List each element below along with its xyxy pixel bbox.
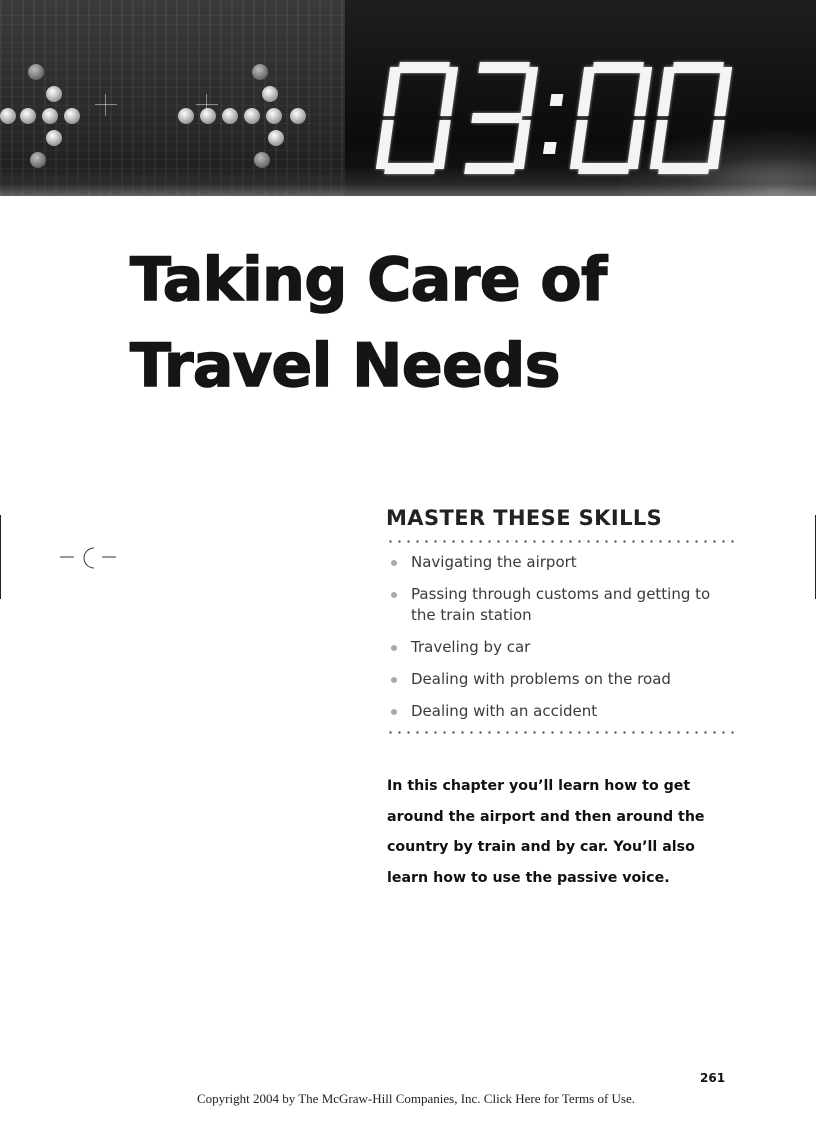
skills-bottom-divider	[386, 731, 736, 734]
clock-segment	[714, 67, 732, 116]
skills-item-text: Navigating the airport	[411, 553, 577, 571]
clock-segment	[520, 67, 538, 116]
chapter-title-line: Travel Needs	[130, 331, 560, 401]
banner-dot	[244, 108, 260, 124]
clock-segment	[383, 67, 401, 116]
clock-segment	[657, 67, 675, 116]
skills-list-item	[390, 669, 720, 690]
crop-mark-left	[0, 515, 1, 599]
clock-segment	[398, 62, 450, 73]
skills-list-item	[390, 637, 720, 658]
clock-digits	[375, 62, 745, 174]
banner-dot	[178, 108, 194, 124]
clock-segment	[440, 67, 458, 116]
clock-segment	[578, 163, 630, 174]
chapter-intro-paragraph: In this chapter you’ll learn how to get around the airport and then around the country by train and by car. You’ll also learn how to use the passive voice.	[387, 778, 705, 886]
chapter-title-line: Taking Care of	[130, 245, 607, 315]
skills-heading: MASTER THESE SKILLS	[386, 506, 663, 530]
banner-dot	[42, 108, 58, 124]
skills-top-divider	[386, 540, 736, 543]
clock-segment	[433, 120, 451, 169]
clock-segment	[665, 113, 716, 123]
bullet-icon	[391, 592, 397, 598]
banner-dot	[222, 108, 238, 124]
banner-dot	[28, 64, 44, 80]
banner-dot	[46, 86, 62, 102]
clock-segment	[376, 120, 394, 169]
clock-segment	[464, 163, 516, 174]
clock-segment	[634, 67, 652, 116]
bullet-icon	[391, 560, 397, 566]
banner-dot	[268, 130, 284, 146]
clock-digit	[569, 62, 653, 174]
banner-dot	[20, 108, 36, 124]
clock-segment	[592, 62, 644, 73]
banner-dot	[46, 130, 62, 146]
clock-segment	[658, 163, 710, 174]
clock-segment	[585, 113, 636, 123]
clock-digit	[455, 62, 539, 174]
skills-item-text: Traveling by car	[411, 638, 531, 656]
skills-item-text: Dealing with problems on the road	[411, 670, 671, 688]
clock-segment	[650, 120, 668, 169]
skills-list	[390, 552, 720, 733]
clock-segment	[456, 120, 474, 169]
bullet-icon	[391, 709, 397, 715]
copyright-link[interactable]: Copyright 2004 by The McGraw-Hill Companies, Inc. Click Here for Terms of Use.	[197, 1091, 635, 1106]
clock-segment	[627, 120, 645, 169]
skills-list-item	[390, 701, 720, 722]
clock-segment	[463, 67, 481, 116]
bullet-icon	[391, 677, 397, 683]
clock-segment	[384, 163, 436, 174]
banner-dot	[0, 108, 16, 124]
digital-clock-display	[383, 62, 737, 174]
banner-dot	[252, 64, 268, 80]
clock-segment	[391, 113, 442, 123]
clock-segment	[471, 113, 522, 123]
skills-list-item	[390, 584, 720, 626]
bullet-icon	[391, 645, 397, 651]
clock-colon	[535, 62, 573, 174]
clock-segment	[570, 120, 588, 169]
banner-dot	[290, 108, 306, 124]
clock-segment	[577, 67, 595, 116]
page-number: 261	[700, 1071, 726, 1085]
crosshair-icon	[95, 94, 117, 116]
crosshair-icon	[196, 94, 218, 116]
chapter-banner	[0, 0, 816, 196]
clock-segment	[672, 62, 724, 73]
banner-dot	[266, 108, 282, 124]
skills-item-text: Passing through customs and getting to the train station	[411, 585, 711, 624]
clock-segment	[513, 120, 531, 169]
registration-mark-icon	[60, 546, 116, 570]
clock-digit	[649, 62, 733, 174]
banner-dot	[262, 86, 278, 102]
skills-list-item	[390, 552, 720, 573]
skills-item-text: Dealing with an accident	[411, 702, 598, 720]
banner-dot	[64, 108, 80, 124]
clock-segment	[707, 120, 725, 169]
clock-segment	[478, 62, 530, 73]
clock-digit	[375, 62, 459, 174]
chapter-title	[130, 237, 607, 409]
